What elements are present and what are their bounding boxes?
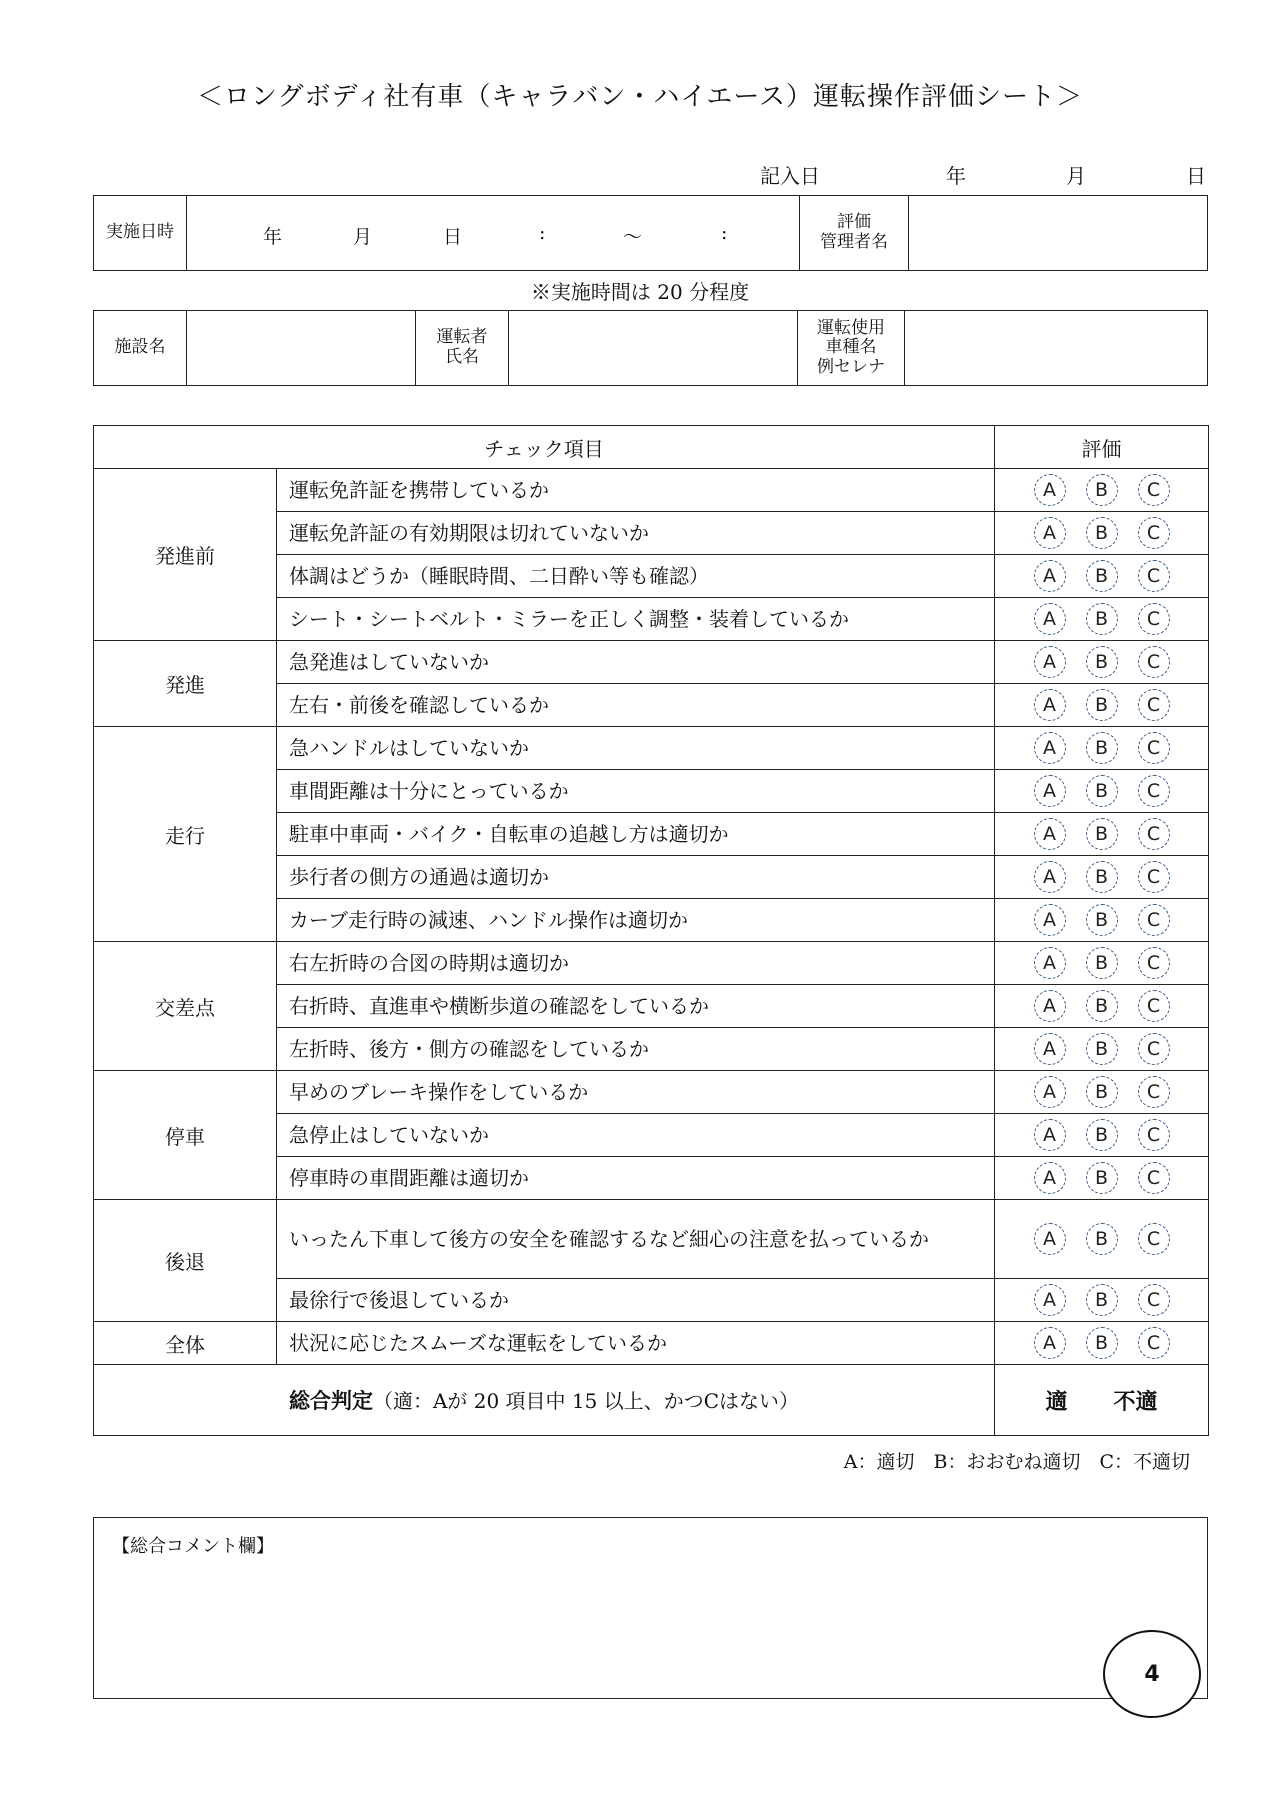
grade-option-a[interactable]: A [1034,1076,1066,1108]
grade-option-c[interactable]: C [1138,732,1170,764]
grade-option-c[interactable]: C [1138,517,1170,549]
facility-field[interactable] [187,311,416,386]
grade-option-c[interactable]: C [1138,1162,1170,1194]
check-item: 運転免許証の有効期限は切れていないか [277,512,995,555]
check-item: いったん下車して後方の安全を確認するなど細心の注意を払っているか [277,1200,995,1279]
comment-box[interactable] [93,1517,1208,1699]
check-item: 停車時の車間距離は適切か [277,1157,995,1200]
grade-option-c[interactable]: C [1138,1076,1170,1108]
overall-label-cell [94,1365,995,1436]
evaluation-cell [995,856,1209,899]
table-row [94,1200,1209,1279]
evaluation-cell [995,1200,1209,1279]
check-item: 最徐行で後退しているか [277,1279,995,1322]
grade-option-b[interactable]: B [1086,560,1118,592]
overall-row [94,1365,1209,1436]
grade-option-c[interactable]: C [1138,904,1170,936]
check-item: 急発進はしていないか [277,641,995,684]
evaluation-cell [995,770,1209,813]
page-title: ＜ロングボディ社有車（キャラバン・ハイエース）運転操作評価シート＞ [196,82,1084,112]
grade-option-c[interactable]: C [1138,603,1170,635]
grade-option-a[interactable]: A [1034,474,1066,506]
entry-date-month: 月 [1066,164,1086,188]
date-part: : [721,222,728,244]
overall-criteria: （適：Aが 20 項目中 15 以上、かつCはない） [372,1389,800,1413]
grade-option-a[interactable]: A [1034,904,1066,936]
vehicle-label-line: 車種名 [825,337,877,358]
check-item: 駐車中車両・バイク・自転車の追越し方は適切か [277,813,995,856]
manager-label-line: 評価 [837,212,871,233]
vehicle-label [798,311,905,386]
evaluation-cell [995,942,1209,985]
grade-option-b[interactable]: B [1086,1076,1118,1108]
evaluation-cell [995,469,1209,512]
evaluation-cell [995,1157,1209,1200]
overall-judgement-cell [995,1365,1209,1436]
grade-option-a[interactable]: A [1034,818,1066,850]
date-part: 年 [263,226,283,248]
grade-option-c[interactable]: C [1138,474,1170,506]
table-row [94,1071,1209,1114]
comment-label: 【総合コメント欄】 [112,1536,274,1557]
grade-option-b[interactable]: B [1086,1327,1118,1359]
evaluation-cell [995,813,1209,856]
driver-label-line: 氏名 [445,347,479,367]
evaluation-cell [995,899,1209,942]
driver-field[interactable] [509,311,798,386]
check-item: 右左折時の合図の時期は適切か [277,942,995,985]
grade-option-c[interactable]: C [1138,560,1170,592]
check-item: 運転免許証を携帯しているか [277,469,995,512]
evaluation-cell [995,598,1209,641]
evaluation-cell [995,641,1209,684]
check-item: シート・シートベルト・ミラーを正しく調整・装着しているか [277,598,995,641]
overall-fail-option[interactable]: 不適 [1113,1389,1158,1415]
driver-label-line: 運転者 [436,327,488,348]
grade-option-b[interactable]: B [1086,474,1118,506]
grade-option-c[interactable]: C [1138,861,1170,893]
grade-option-c[interactable]: C [1138,1119,1170,1151]
table-row [94,469,1209,512]
grade-option-c[interactable]: C [1138,1284,1170,1316]
category-label: 停車 [94,1071,277,1200]
facility-label: 施設名 [94,311,187,386]
category-label: 発進 [94,641,277,727]
grade-option-c[interactable]: C [1138,775,1170,807]
grade-option-b[interactable]: B [1086,689,1118,721]
grade-option-c[interactable]: C [1138,818,1170,850]
grade-option-c[interactable]: C [1138,689,1170,721]
grade-option-b[interactable]: B [1086,1223,1118,1255]
evaluation-cell [995,1279,1209,1322]
check-item: 歩行者の側方の通過は適切か [277,856,995,899]
vehicle-field[interactable] [905,311,1208,386]
grade-option-b[interactable]: B [1086,732,1118,764]
check-item: 急ハンドルはしていないか [277,727,995,770]
driver-label [416,311,509,386]
grade-option-b[interactable]: B [1086,904,1118,936]
grade-option-a[interactable]: A [1034,1327,1066,1359]
category-label: 後退 [94,1200,277,1322]
date-part: 月 [353,226,373,248]
category-label: 発進前 [94,469,277,641]
manager-field[interactable] [909,196,1208,271]
grade-option-b[interactable]: B [1086,775,1118,807]
grade-option-a[interactable]: A [1034,560,1066,592]
evaluation-cell [995,684,1209,727]
overall-label: 総合判定 [288,1389,373,1413]
grade-option-a[interactable]: A [1034,603,1066,635]
check-item: 右折時、直進車や横断歩道の確認をしているか [277,985,995,1028]
info-table-2 [93,310,1208,386]
check-item: 左折時、後方・側方の確認をしているか [277,1028,995,1071]
date-part: 日 [443,226,463,248]
date-label: 実施日時 [94,196,187,271]
grade-option-b[interactable]: B [1086,1033,1118,1065]
evaluation-cell [995,512,1209,555]
grade-option-b[interactable]: B [1086,1119,1118,1151]
evaluation-cell [995,1071,1209,1114]
grade-option-b[interactable]: B [1086,818,1118,850]
check-item: 体調はどうか（睡眠時間、二日酔い等も確認） [277,555,995,598]
grade-option-a[interactable]: A [1034,646,1066,678]
evaluation-cell [995,555,1209,598]
grade-option-b[interactable]: B [1086,1162,1118,1194]
check-item: カーブ走行時の減速、ハンドル操作は適切か [277,899,995,942]
grade-option-a[interactable]: A [1034,689,1066,721]
grade-option-b[interactable]: B [1086,603,1118,635]
grade-option-b[interactable]: B [1086,947,1118,979]
vehicle-label-line: 運転使用 [817,317,885,338]
entry-date-day: 日 [1186,164,1206,188]
grade-option-a[interactable]: A [1034,1162,1066,1194]
evaluation-cell [995,1028,1209,1071]
date-part: 〜 [623,226,643,248]
evaluation-cell [995,1114,1209,1157]
grade-option-a[interactable]: A [1034,1119,1066,1151]
grade-option-b[interactable]: B [1086,861,1118,893]
table-row [94,641,1209,684]
header-evaluation: 評価 [995,426,1209,469]
grade-option-a[interactable]: A [1034,1033,1066,1065]
manager-label-line: 管理者名 [820,232,888,252]
manager-label [800,196,909,271]
grade-option-a[interactable]: A [1034,861,1066,893]
category-label: 走行 [94,727,277,942]
check-item: 車間距離は十分にとっているか [277,770,995,813]
time-note: ※実施時間は 20 分程度 [530,280,750,304]
header-check-items: チェック項目 [94,426,995,469]
grade-option-b[interactable]: B [1086,990,1118,1022]
table-row [94,942,1209,985]
evaluation-cell [995,1322,1209,1365]
grade-legend: A：適切 B：おおむね適切 C：不適切 [843,1451,1190,1473]
vehicle-label-line: 例セレナ [817,356,885,377]
entry-date-year: 年 [946,164,966,188]
grade-option-a[interactable]: A [1034,990,1066,1022]
grade-option-a[interactable]: A [1034,517,1066,549]
grade-option-a[interactable]: A [1034,1284,1066,1316]
entry-date-label: 記入日 [760,164,820,188]
table-row [94,727,1209,770]
category-label: 交差点 [94,942,277,1071]
grade-option-c[interactable]: C [1138,1033,1170,1065]
check-item: 急停止はしていないか [277,1114,995,1157]
grade-option-c[interactable]: C [1138,1223,1170,1255]
date-field[interactable] [187,196,800,271]
date-part: : [539,222,546,244]
category-label: 全体 [94,1322,277,1365]
grade-option-c[interactable]: C [1138,990,1170,1022]
evaluation-cell [995,727,1209,770]
grade-option-b[interactable]: B [1086,1284,1118,1316]
grade-option-c[interactable]: C [1138,1327,1170,1359]
grade-option-c[interactable]: C [1138,646,1170,678]
check-item: 左右・前後を確認しているか [277,684,995,727]
grade-option-a[interactable]: A [1034,732,1066,764]
check-item: 状況に応じたスムーズな運転をしているか [277,1322,995,1365]
grade-option-a[interactable]: A [1034,947,1066,979]
page-number: 4 [1103,1630,1201,1718]
info-table-1 [93,195,1208,271]
evaluation-cell [995,985,1209,1028]
overall-pass-option[interactable]: 適 [1045,1389,1068,1415]
grade-option-a[interactable]: A [1034,1223,1066,1255]
grade-option-a[interactable]: A [1034,775,1066,807]
grade-option-b[interactable]: B [1086,517,1118,549]
table-row [94,1322,1209,1365]
check-item: 早めのブレーキ操作をしているか [277,1071,995,1114]
entry-date [760,160,1208,190]
evaluation-table [93,425,1209,1436]
grade-option-c[interactable]: C [1138,947,1170,979]
grade-option-b[interactable]: B [1086,646,1118,678]
